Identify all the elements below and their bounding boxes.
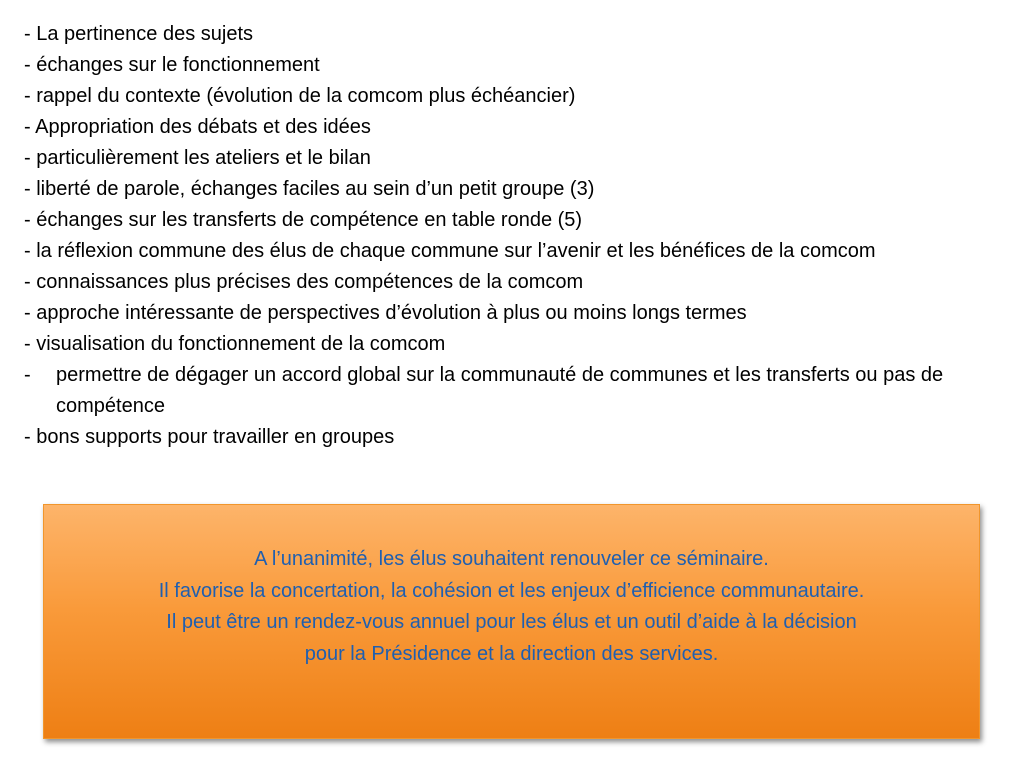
feedback-bullet-list <box>24 19 1004 453</box>
conclusion-line: A l’unanimité, les élus souhaitent renouveler ce séminaire. <box>254 548 769 570</box>
list-item: - connaissances plus précises des compétences de la comcom <box>24 271 584 293</box>
list-item: - visualisation du fonctionnement de la comcom <box>24 333 446 355</box>
list-item: - particulièrement les ateliers et le bilan <box>24 147 371 169</box>
list-item: - approche intéressante de perspectives d’évolution à plus ou moins longs termes <box>24 302 747 324</box>
list-item: - échanges sur le fonctionnement <box>24 54 320 76</box>
list-dash: - <box>24 364 31 386</box>
list-item-hanging <box>24 360 1004 422</box>
list-item: - liberté de parole, échanges faciles au sein d’un petit groupe (3) <box>24 178 595 200</box>
conclusion-line: Il peut être un rendez-vous annuel pour les élus et un outil d’aide à la décision pour la Présidence et la direction des services. <box>166 611 857 665</box>
list-item: - la réflexion commune des élus de chaque commune sur l’avenir et les bénéfices de la comcom <box>24 240 876 262</box>
conclusion-line: Il favorise la concertation, la cohésion et les enjeux d’efficience communautaire. <box>158 579 865 602</box>
list-item: - échanges sur les transferts de compétence en table ronde (5) <box>24 209 583 231</box>
list-item: - rappel du contexte (évolution de la comcom plus échéancier) <box>24 85 576 107</box>
list-item: - La pertinence des sujets <box>24 23 254 45</box>
list-item: - bons supports pour travailler en groupes <box>24 426 395 448</box>
list-item: - Appropriation des débats et des idées <box>24 116 371 138</box>
conclusion-text <box>152 544 872 670</box>
conclusion-callout-box <box>43 504 980 739</box>
list-item-text: permettre de dégager un accord global sur la communauté de communes et les transferts ou pas de compétence <box>56 364 944 417</box>
